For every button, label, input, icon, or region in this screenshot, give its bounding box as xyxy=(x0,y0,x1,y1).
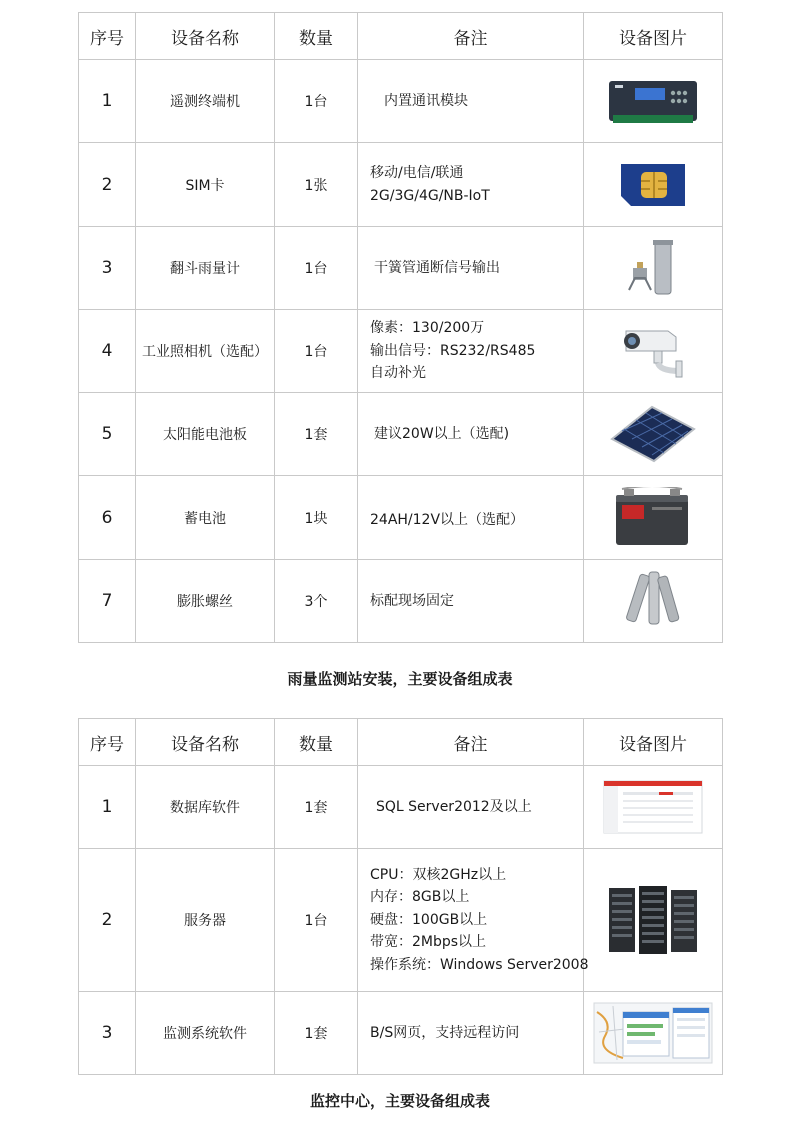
note-line: 内置通讯模块 xyxy=(384,92,468,109)
header-note: 备注 xyxy=(358,719,584,766)
row-no: 3 xyxy=(79,992,136,1075)
row-picture xyxy=(584,766,723,849)
row-note xyxy=(358,849,589,992)
row-no: 1 xyxy=(79,60,136,143)
row-name: 监测系统软件 xyxy=(136,992,275,1075)
row-note xyxy=(358,227,584,310)
note-line: 像素：130/200万 xyxy=(370,320,485,337)
rtu-terminal-icon xyxy=(607,75,699,127)
note-line: 2G/3G/4G/NB-IoT xyxy=(370,187,490,204)
table-row xyxy=(79,766,723,849)
server-rack-icon xyxy=(607,884,699,956)
note-line: 带宽：2Mbps以上 xyxy=(370,934,487,951)
monitoring-software-icon xyxy=(593,1002,713,1064)
row-note xyxy=(358,560,584,643)
header-qty: 数量 xyxy=(275,719,358,766)
table-row xyxy=(79,310,723,393)
note-line: 24AH/12V以上（选配） xyxy=(370,512,525,529)
row-no: 6 xyxy=(79,476,136,560)
row-no: 3 xyxy=(79,227,136,310)
note-line: CPU：双核2GHz以上 xyxy=(370,866,507,883)
table-header-row xyxy=(79,719,723,766)
sim-card-icon xyxy=(617,162,689,208)
caption-rain-station-table: 雨量监测站安装，主要设备组成表 xyxy=(287,670,513,688)
row-picture xyxy=(584,560,723,643)
equipment-table-monitoring-center xyxy=(78,718,723,1075)
row-picture xyxy=(584,992,723,1075)
caption-monitoring-center-table: 监控中心，主要设备组成表 xyxy=(309,1092,490,1110)
note-line: 自动补光 xyxy=(370,365,426,382)
note-line: 内存：8GB以上 xyxy=(370,889,470,906)
row-qty: 1台 xyxy=(275,60,358,143)
row-name: 工业照相机（选配） xyxy=(136,310,275,393)
note-line: 建议20W以上（选配) xyxy=(374,425,510,442)
row-qty: 1套 xyxy=(275,766,358,849)
solar-panel-icon xyxy=(608,403,698,465)
row-name: 太阳能电池板 xyxy=(136,393,275,476)
header-no: 序号 xyxy=(79,13,136,60)
table-row xyxy=(79,393,723,476)
row-qty: 1套 xyxy=(275,992,358,1075)
note-line: 硬盘：100GB以上 xyxy=(370,911,488,928)
database-software-icon xyxy=(603,780,703,834)
row-picture xyxy=(584,310,723,393)
row-note xyxy=(358,766,584,849)
row-note xyxy=(358,143,584,227)
header-name: 设备名称 xyxy=(136,13,275,60)
row-qty: 1台 xyxy=(275,227,358,310)
note-line: SQL Server2012及以上 xyxy=(376,798,532,815)
row-qty: 1套 xyxy=(275,393,358,476)
rain-gauge-icon xyxy=(623,238,683,298)
row-note xyxy=(358,393,584,476)
header-picture: 设备图片 xyxy=(584,13,723,60)
header-no: 序号 xyxy=(79,719,136,766)
row-picture xyxy=(584,60,723,143)
note-line: B/S网页，支持远程访问 xyxy=(370,1024,520,1041)
row-name: 膨胀螺丝 xyxy=(136,560,275,643)
row-qty: 3个 xyxy=(275,560,358,643)
note-line: 干簧管通断信号输出 xyxy=(374,259,500,276)
header-name: 设备名称 xyxy=(136,719,275,766)
row-name: SIM卡 xyxy=(136,143,275,227)
row-qty: 1台 xyxy=(275,310,358,393)
row-note xyxy=(358,60,584,143)
note-line: 移动/电信/联通 xyxy=(370,165,464,181)
row-note xyxy=(358,476,584,560)
note-line: 操作系统：Windows Server2008 xyxy=(370,956,589,973)
row-picture xyxy=(584,143,723,227)
row-picture xyxy=(584,849,723,992)
row-no: 5 xyxy=(79,393,136,476)
note-line: 标配现场固定 xyxy=(370,592,454,609)
header-picture: 设备图片 xyxy=(584,719,723,766)
row-no: 2 xyxy=(79,849,136,992)
row-name: 数据库软件 xyxy=(136,766,275,849)
header-qty: 数量 xyxy=(275,13,358,60)
table-row xyxy=(79,143,723,227)
row-no: 4 xyxy=(79,310,136,393)
table-row xyxy=(79,227,723,310)
battery-icon xyxy=(612,487,694,549)
row-name: 遥测终端机 xyxy=(136,60,275,143)
expansion-bolt-icon xyxy=(623,568,683,634)
row-picture xyxy=(584,476,723,560)
table-row xyxy=(79,560,723,643)
header-note: 备注 xyxy=(358,13,584,60)
table-header-row xyxy=(79,13,723,60)
table-row xyxy=(79,476,723,560)
row-no: 1 xyxy=(79,766,136,849)
note-line: 输出信号：RS232/RS485 xyxy=(370,342,536,359)
row-picture xyxy=(584,227,723,310)
row-note xyxy=(358,992,584,1075)
row-note xyxy=(358,310,584,393)
table-row xyxy=(79,60,723,143)
row-no: 7 xyxy=(79,560,136,643)
table-row xyxy=(79,849,723,992)
row-name: 翻斗雨量计 xyxy=(136,227,275,310)
row-no: 2 xyxy=(79,143,136,227)
row-qty: 1台 xyxy=(275,849,358,992)
row-picture xyxy=(584,393,723,476)
row-qty: 1块 xyxy=(275,476,358,560)
table-row xyxy=(79,992,723,1075)
equipment-table-rain-station xyxy=(78,12,723,643)
row-qty: 1张 xyxy=(275,143,358,227)
row-name: 蓄电池 xyxy=(136,476,275,560)
row-name: 服务器 xyxy=(136,849,275,992)
camera-icon xyxy=(620,321,686,381)
